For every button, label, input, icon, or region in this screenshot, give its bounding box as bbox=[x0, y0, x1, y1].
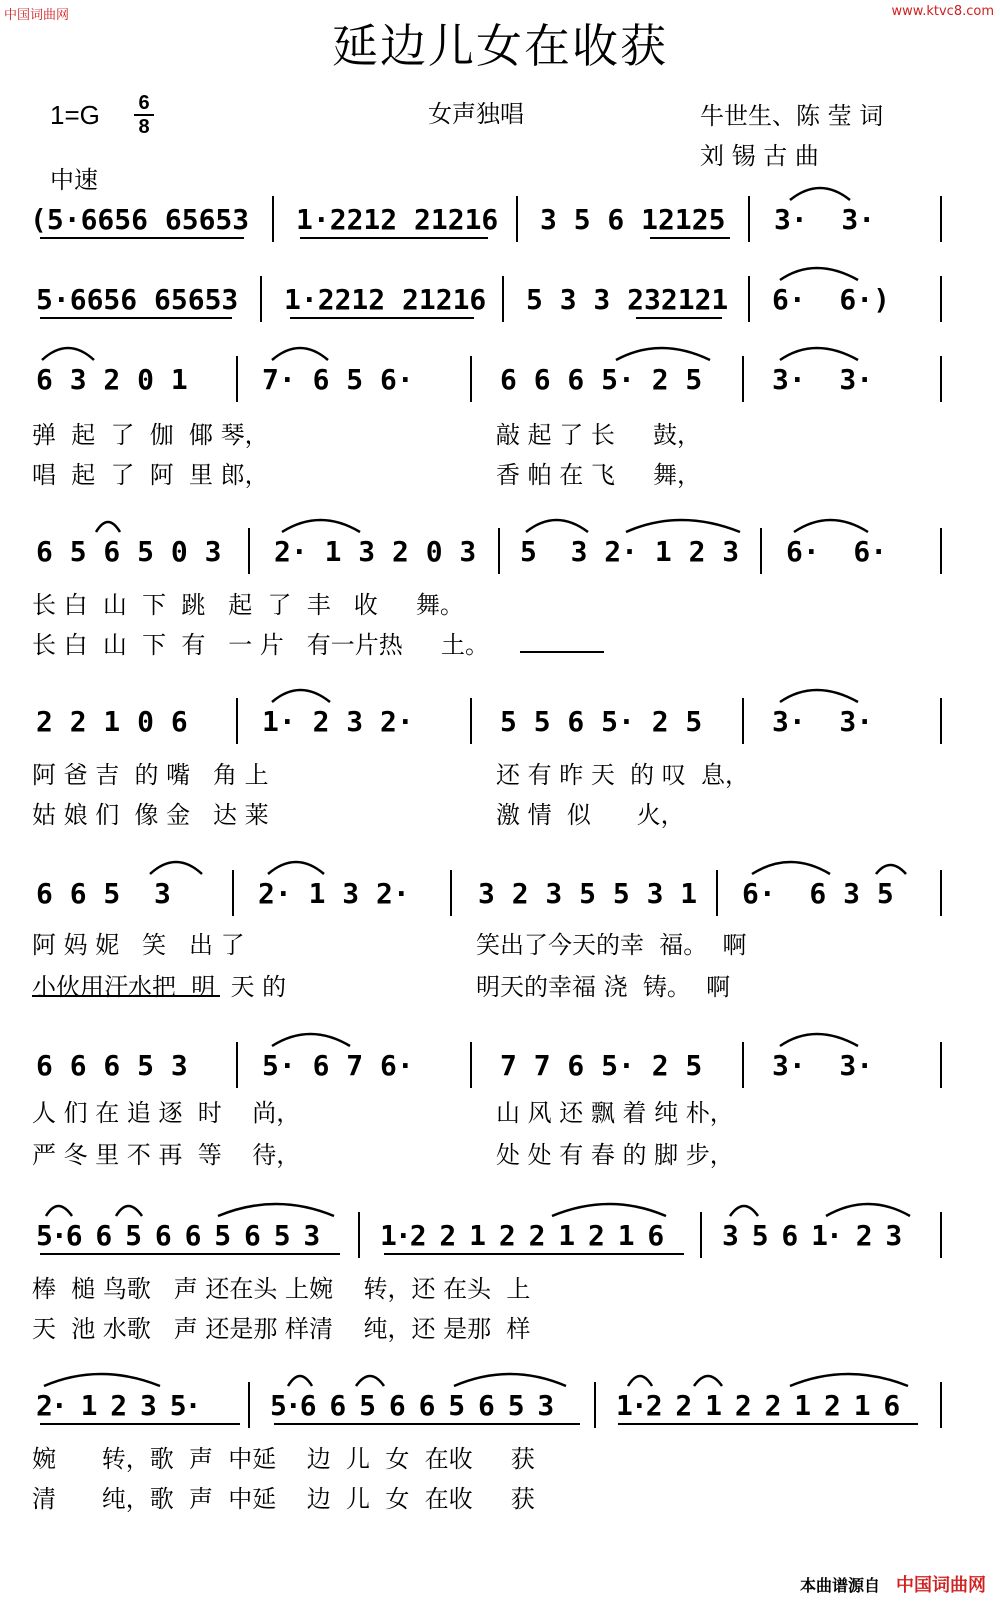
slur bbox=[116, 1206, 142, 1216]
slur bbox=[730, 1206, 758, 1216]
barline bbox=[498, 528, 500, 574]
slur bbox=[876, 865, 906, 874]
measure: 3· 3· bbox=[772, 705, 874, 738]
barline bbox=[594, 1382, 596, 1428]
barline bbox=[748, 276, 750, 322]
barline bbox=[940, 196, 942, 242]
measure: 5· 6 7 6· bbox=[262, 1049, 414, 1082]
footer-site: 中国词曲网 bbox=[896, 1575, 986, 1596]
measure: 6· 6·) bbox=[772, 283, 891, 316]
lyric-line: 姑 娘 们 像 金 达 莱 bbox=[32, 801, 269, 829]
barline bbox=[940, 1212, 942, 1258]
barline bbox=[470, 1042, 472, 1088]
measure: (5·6656 65653 bbox=[30, 203, 250, 236]
lyric-line: 明天的幸福 浇 铸。 啊 bbox=[476, 973, 731, 1001]
lyric-line: 严 冬 里 不 再 等 待， bbox=[32, 1141, 301, 1169]
barline bbox=[940, 528, 942, 574]
lyric-line: 处 处 有 春 的 脚 步， bbox=[496, 1141, 734, 1169]
watermark-left: 中国词曲网 bbox=[4, 8, 70, 23]
measure: 5 3 3 232121 bbox=[526, 283, 729, 316]
lyric-line: 阿 爸 吉 的 嘴 角 上 bbox=[32, 761, 269, 789]
barline bbox=[742, 698, 744, 744]
lyric-line: 棒 槌 鸟歌 声 还在头 上婉 转，还 在头 上 bbox=[32, 1275, 531, 1303]
measure: 3· 3· bbox=[774, 203, 876, 236]
measure: 3 5 6 1· 2 3 bbox=[722, 1219, 901, 1252]
measure: 6· 6· bbox=[786, 535, 888, 568]
slur bbox=[288, 1376, 312, 1386]
measure: 5 5 6 5· 2 5 bbox=[500, 705, 703, 738]
measure: 6 3 2 0 1 bbox=[36, 363, 188, 396]
barline bbox=[272, 196, 274, 242]
lyric-line: 长 白 山 下 有 一 片 有一片热 土。 bbox=[32, 631, 489, 659]
lyric-line: 清 纯，歌 声 中延 边 儿 女 在收 获 bbox=[32, 1485, 535, 1513]
barline bbox=[470, 698, 472, 744]
composer: 刘 锡 古 曲 bbox=[700, 142, 819, 170]
lyric-line: 阿 妈 妮 笑 出 了 bbox=[32, 931, 245, 959]
barline bbox=[760, 528, 762, 574]
measure: 1·2212 21216 bbox=[284, 283, 487, 316]
barline bbox=[248, 528, 250, 574]
measure: 6 6 6 5 3 bbox=[36, 1049, 188, 1082]
footer bbox=[800, 1571, 986, 1597]
lyric-line: 香 帕 在 飞 舞， bbox=[496, 461, 702, 489]
measure: 6 5 6 5 0 3 bbox=[36, 535, 222, 568]
barline bbox=[470, 356, 472, 402]
measure: 3· 3· bbox=[772, 363, 874, 396]
song-title: 延边儿女在收获 bbox=[332, 19, 668, 73]
slur bbox=[790, 1374, 908, 1386]
barline bbox=[232, 870, 234, 916]
slur bbox=[44, 1374, 160, 1386]
lyric-line: 笑出了今天的幸 福。 啊 bbox=[476, 931, 747, 959]
measure: 1·2 2 1 2 2 1 2 1 6 bbox=[616, 1389, 899, 1422]
barline bbox=[236, 356, 238, 402]
slur bbox=[616, 348, 710, 360]
lyricist: 牛世生、陈 莹 词 bbox=[700, 102, 884, 130]
tempo-marking: 中速 bbox=[50, 166, 98, 194]
lyric-line: 小伙用汗水把 明 天 的 bbox=[32, 973, 287, 1001]
measure: 6· 6 3 5 bbox=[742, 877, 894, 910]
lyric-line: 婉 转，歌 声 中延 边 儿 女 在收 获 bbox=[32, 1445, 535, 1473]
barline bbox=[236, 1042, 238, 1088]
measure: 2· 1 3 2· bbox=[258, 877, 410, 910]
slur bbox=[454, 1374, 566, 1386]
barline bbox=[940, 1382, 942, 1428]
barline bbox=[748, 196, 750, 242]
slur bbox=[552, 1204, 666, 1216]
lyric-line: 人 们 在 追 逐 时 尚， bbox=[32, 1099, 301, 1127]
measure: 2· 1 2 3 5· bbox=[36, 1389, 200, 1422]
barline bbox=[248, 1382, 250, 1428]
barline bbox=[716, 870, 718, 916]
slur bbox=[694, 1376, 722, 1386]
slur bbox=[96, 522, 120, 532]
measure: 3 5 6 12125 bbox=[540, 203, 726, 236]
slur bbox=[272, 1034, 350, 1046]
measure: 2· 1 3 2 0 3 bbox=[274, 535, 477, 568]
slur bbox=[780, 1034, 858, 1046]
footer-source: 本曲谱源自 bbox=[799, 1576, 880, 1595]
slur bbox=[752, 862, 830, 874]
slur bbox=[272, 690, 330, 702]
slur bbox=[790, 188, 850, 200]
time-signature bbox=[132, 92, 156, 138]
barline bbox=[236, 698, 238, 744]
time-signature-bottom: 8 bbox=[138, 116, 150, 138]
measure: 3 2 3 5 5 3 1 bbox=[478, 877, 698, 910]
lyric-line: 唱 起 了 阿 里 郎， bbox=[32, 461, 269, 489]
slur bbox=[526, 520, 588, 532]
barline bbox=[940, 870, 942, 916]
measure: 5·6656 65653 bbox=[36, 283, 239, 316]
measure: 5·6 6 5 6 6 5 6 5 3 bbox=[270, 1389, 553, 1422]
slur bbox=[218, 1204, 334, 1216]
key-signature: 1=G bbox=[50, 100, 100, 130]
slur bbox=[780, 268, 858, 280]
measure: 6 6 6 5· 2 5 bbox=[500, 363, 703, 396]
barline bbox=[700, 1212, 702, 1258]
lyric-line: 激 情 似 火， bbox=[496, 801, 685, 829]
lyric-line: 弹 起 了 伽 倻 琴， bbox=[32, 421, 269, 449]
barline bbox=[940, 276, 942, 322]
performance-type: 女声独唱 bbox=[428, 100, 524, 128]
slur bbox=[272, 348, 328, 360]
measure: 1·2 2 1 2 2 1 2 1 6 bbox=[380, 1219, 663, 1252]
barline bbox=[516, 196, 518, 242]
measure: 7 7 6 5· 2 5 bbox=[500, 1049, 703, 1082]
lyric-line: 山 风 还 飘 着 纯 朴， bbox=[496, 1099, 734, 1127]
barline bbox=[940, 356, 942, 402]
measure: 2 2 1 0 6 bbox=[36, 705, 188, 738]
slur bbox=[282, 520, 360, 532]
time-signature-top: 6 bbox=[138, 92, 150, 114]
measure: 1·2212 21216 bbox=[296, 203, 499, 236]
measure: 7· 6 5 6· bbox=[262, 363, 414, 396]
slur bbox=[794, 520, 868, 532]
measure: 6 6 5 3 bbox=[36, 877, 171, 910]
barline bbox=[940, 698, 942, 744]
slur bbox=[150, 862, 202, 874]
slur bbox=[628, 1376, 652, 1386]
lyric-line: 长 白 山 下 跳 起 了 丰 收 舞。 bbox=[32, 591, 464, 619]
watermark-right: www.ktvc8.com bbox=[891, 4, 994, 19]
barline bbox=[940, 1042, 942, 1088]
barline bbox=[450, 870, 452, 916]
measure: 5 3 2· 1 2 3 bbox=[520, 535, 740, 568]
measure: 5·6 6 5 6 6 5 6 5 3 bbox=[36, 1219, 319, 1252]
slur bbox=[268, 862, 324, 874]
lyric-line: 还 有 昨 天 的 叹 息， bbox=[496, 761, 750, 789]
lyric-line: 天 池 水歌 声 还是那 样清 纯，还 是那 样 bbox=[32, 1315, 531, 1343]
barline bbox=[260, 276, 262, 322]
measure: 3· 3· bbox=[772, 1049, 874, 1082]
slur bbox=[626, 520, 740, 532]
slur bbox=[356, 1376, 384, 1386]
measure: 1· 2 3 2· bbox=[262, 705, 414, 738]
lyric-line: 敲 起 了 长 鼓， bbox=[496, 421, 702, 449]
barline bbox=[358, 1212, 360, 1258]
slur bbox=[826, 1204, 910, 1216]
slur bbox=[780, 348, 858, 360]
barline bbox=[742, 1042, 744, 1088]
barline bbox=[502, 276, 504, 322]
slur bbox=[780, 690, 858, 702]
barline bbox=[742, 356, 744, 402]
